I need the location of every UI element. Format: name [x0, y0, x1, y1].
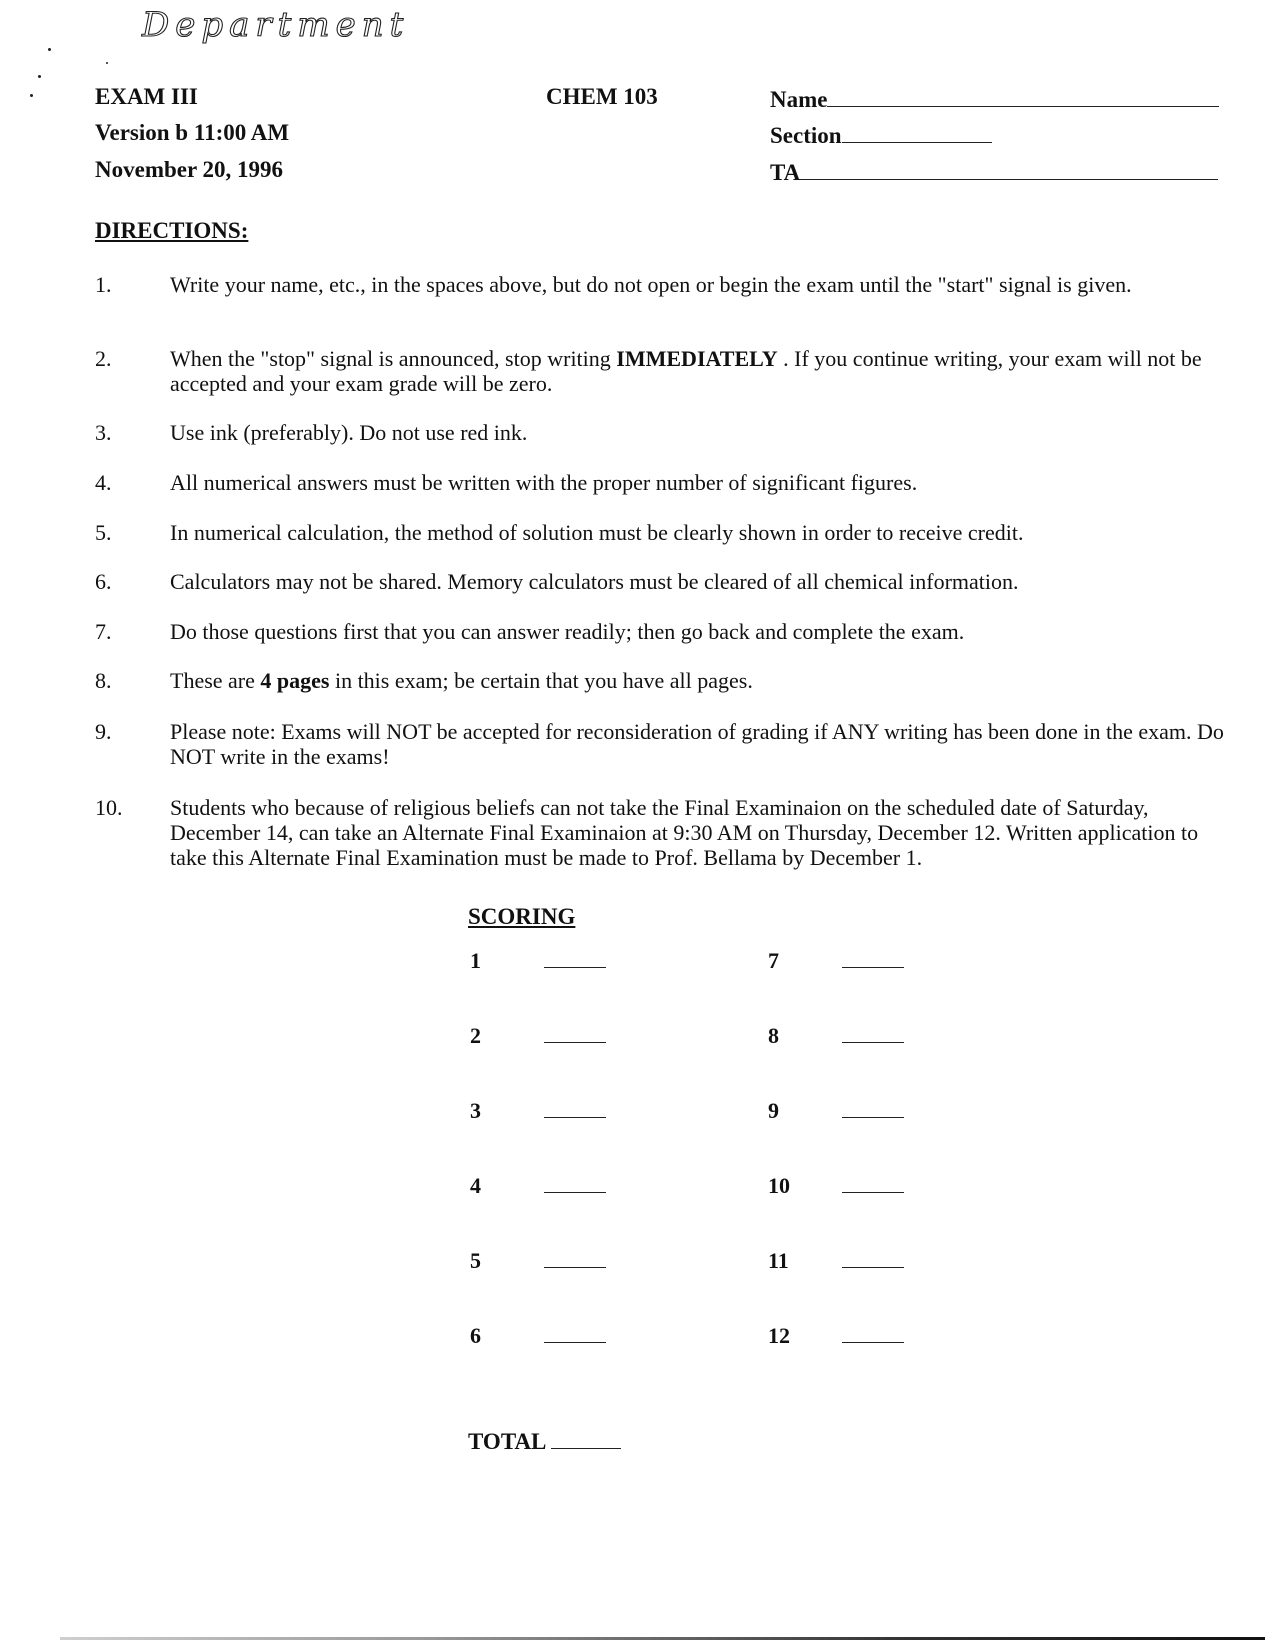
course-code: CHEM 103: [546, 84, 658, 109]
score-blank[interactable]: [842, 1116, 904, 1118]
score-blank[interactable]: [842, 1266, 904, 1268]
score-number: 1: [470, 948, 481, 973]
score-blank[interactable]: [842, 966, 904, 968]
score-number: 6: [470, 1323, 481, 1348]
score-number: 10: [768, 1173, 790, 1198]
direction-text: When the "stop" signal is announced, stop writing IMMEDIATELY . If you continue writing, your exam will not be accepted and your exam grade will be zero.: [170, 346, 1202, 396]
score-blank[interactable]: [842, 1191, 904, 1193]
section-field[interactable]: [770, 120, 992, 149]
direction-text: These are 4 pages in this exam; be certain that you have all pages.: [170, 668, 753, 693]
score-blank[interactable]: [842, 1341, 904, 1343]
direction-number: 8.: [95, 668, 112, 693]
direction-text: In numerical calculation, the method of solution must be clearly shown in order to receive credit.: [170, 520, 1024, 545]
ta-blank[interactable]: [800, 157, 1218, 180]
pages-emphasis: 4 pages: [260, 668, 330, 693]
direction-number: 10.: [95, 795, 123, 820]
direction-text: Write your name, etc., in the spaces above, but do not open or begin the exam until the "start" signal is given.: [170, 272, 1132, 297]
direction-text: Calculators may not be shared. Memory calculators must be cleared of all chemical information.: [170, 569, 1019, 594]
score-number: 7: [768, 948, 779, 973]
direction-text: Please note: Exams will NOT be accepted for reconsideration of grading if ANY writing has been done in the exam. Do NOT write in the exams!: [170, 719, 1224, 769]
name-blank[interactable]: [827, 84, 1219, 107]
score-number: 3: [470, 1098, 481, 1123]
handwritten-note: [138, 4, 478, 48]
exam-date: November 20, 1996: [95, 157, 284, 182]
score-number: 9: [768, 1098, 779, 1123]
direction-number: 4.: [95, 470, 112, 495]
total-label: TOTAL: [468, 1429, 546, 1454]
score-number: 4: [470, 1173, 481, 1198]
score-number: 8: [768, 1023, 779, 1048]
section-label: Section: [770, 123, 842, 148]
direction-number: 3.: [95, 420, 112, 445]
total-blank[interactable]: [551, 1430, 621, 1449]
scan-speck: [48, 48, 51, 51]
score-number: 12: [768, 1323, 790, 1348]
score-number: 11: [768, 1248, 789, 1273]
direction-number: 7.: [95, 619, 112, 644]
ta-field[interactable]: [770, 157, 1218, 186]
handwritten-note-text: Department: [142, 5, 410, 45]
total-field[interactable]: [468, 1429, 621, 1455]
scan-speck: [30, 94, 33, 97]
scoring-title: SCORING: [468, 904, 576, 929]
score-number: 2: [470, 1023, 481, 1048]
direction-number: 9.: [95, 719, 112, 744]
name-label: Name: [770, 87, 828, 112]
direction-number: 6.: [95, 569, 112, 594]
score-blank[interactable]: [544, 1341, 606, 1343]
scan-speck: [106, 62, 108, 64]
direction-text: All numerical answers must be written with the proper number of significant figures.: [170, 470, 918, 495]
direction-text: Use ink (preferably). Do not use red ink.: [170, 420, 528, 445]
score-blank[interactable]: [544, 1116, 606, 1118]
direction-text: Do those questions first that you can answer readily; then go back and complete the exam.: [170, 619, 965, 644]
direction-number: 2.: [95, 346, 112, 371]
exam-title: EXAM III: [95, 84, 198, 109]
direction-number: 5.: [95, 520, 112, 545]
score-blank[interactable]: [544, 1266, 606, 1268]
score-blank[interactable]: [842, 1041, 904, 1043]
score-blank[interactable]: [544, 966, 606, 968]
ta-label: TA: [770, 160, 801, 185]
section-blank[interactable]: [842, 120, 992, 143]
scan-speck: [38, 75, 41, 78]
score-blank[interactable]: [544, 1041, 606, 1043]
direction-text: Students who because of religious beliefs can not take the Final Examinaion on the scheduled date of Saturday, December 14, can take an Alternate Final Examinaion at 9:30 AM on Thursday, December 12. Written application to take this Alternate Final Examination must be made to Prof. Bellama by December 1.: [170, 795, 1199, 870]
directions-title: DIRECTIONS:: [95, 218, 249, 243]
name-field[interactable]: [770, 84, 1219, 113]
immediately-emphasis: IMMEDIATELY: [616, 346, 778, 371]
direction-number: 1.: [95, 272, 112, 297]
scan-edge-rule: [60, 1637, 1265, 1640]
score-number: 5: [470, 1248, 481, 1273]
exam-version: Version b 11:00 AM: [95, 120, 290, 145]
score-blank[interactable]: [544, 1191, 606, 1193]
